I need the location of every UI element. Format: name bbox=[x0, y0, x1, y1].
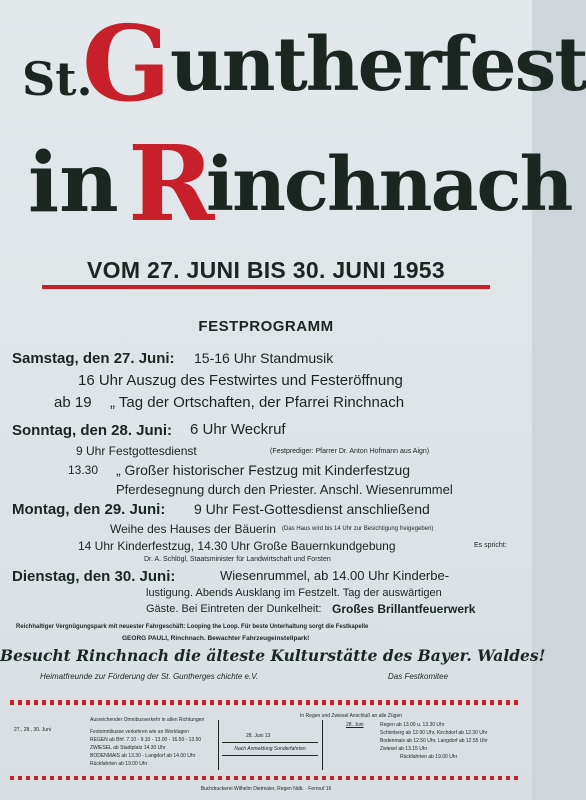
sunday-line2-note: (Festprediger: Pfarrer Dr. Anton Hofmann aus Aign) bbox=[270, 448, 430, 455]
sunday-line1: 6 Uhr Weckruf bbox=[190, 421, 286, 438]
transport-right-line: Rückfahrten ab 19.00 Uhr bbox=[400, 754, 458, 760]
title-guntherfest: untherfest bbox=[170, 22, 586, 108]
saturday-line1: 15-16 Uhr Standmusik bbox=[194, 350, 334, 366]
transport-divider-right bbox=[322, 720, 323, 770]
saturday-line3-text: „ Tag der Ortschaften, der Pfarrei Rinchnach bbox=[110, 394, 405, 411]
tuesday-line2: lustigung. Abends Ausklang im Festzelt. Tag der auswärtigen bbox=[146, 587, 442, 599]
red-border-top bbox=[10, 700, 520, 705]
tuesday-line3b: Großes Brillantfeuerwerk bbox=[332, 602, 476, 616]
signature-right: Das Festkomitee bbox=[388, 672, 449, 681]
festival-dates: VOM 27. JUNI BIS 30. JUNI 1953 bbox=[87, 257, 445, 283]
notes-line2: GEORG PAULI, Rinchnach. Bewachter Fahrzeugeinstellpark! bbox=[122, 635, 310, 642]
transport-mid-top: 28. Juni 13 bbox=[246, 733, 271, 739]
transport-divider-left bbox=[218, 720, 219, 770]
tuesday-line3a: Gäste. Bei Eintreten der Dunkelheit: bbox=[146, 603, 322, 615]
monday-line3-note: Es spricht: bbox=[474, 542, 507, 549]
tuesday-day: Dienstag, den 30. Juni: bbox=[12, 568, 176, 585]
title-st: St. bbox=[22, 52, 93, 106]
title-initial-g: G bbox=[82, 2, 171, 125]
monday-day: Montag, den 29. Juni: bbox=[12, 501, 166, 518]
title-initial-r: R bbox=[128, 122, 215, 245]
notes-line1: Reichhaltiger Vergnügungspark mit neuester Fahrgeschäft: Looping the Loop. Für beste Unterhaltung sorgt die Festkapelle bbox=[16, 624, 369, 630]
transport-right-line: Zwiesel ab 13.15 Uhr bbox=[380, 746, 428, 752]
monday-line1: 9 Uhr Fest-Gottesdienst anschließend bbox=[194, 501, 430, 517]
transport-left-line: Rückfahrten ab 19.00 Uhr bbox=[90, 761, 148, 767]
title-in: in bbox=[28, 135, 119, 231]
transport-left-dates: 27., 28., 30. Juni bbox=[14, 727, 51, 733]
transport-left-line: REGEN ab Bhf. 7.10 - 9.10 - 13.00 - 16.50 - 13.50 bbox=[90, 737, 202, 743]
monday-line3: 14 Uhr Kinderfestzug, 14.30 Uhr Große Bauernkundgebung bbox=[78, 539, 396, 553]
transport-right-lines bbox=[380, 721, 488, 761]
monday-line2: Weihe des Hauses der Bäuerin bbox=[110, 522, 276, 536]
transport-left-header: Ausreichender Omnibusverkehr in allen Richtungen bbox=[90, 717, 205, 723]
title-rinchnach: inchnach bbox=[206, 142, 572, 228]
tuesday-line1: Wiesenrummel, ab 14.00 Uhr Kinderbe- bbox=[220, 568, 450, 583]
transport-left-lines bbox=[90, 728, 201, 768]
transport-left-line: Festomnibusse verkehren wie an Werktagen bbox=[90, 729, 189, 735]
saturday-day: Samstag, den 27. Juni: bbox=[12, 350, 175, 367]
monday-line2-note: (Das Haus wird bis 14 Uhr zur Besichtigung freigegeben) bbox=[282, 526, 434, 532]
sunday-line3-time: 13.30 bbox=[68, 463, 99, 477]
sunday-day: Sonntag, den 28. Juni: bbox=[12, 422, 173, 439]
red-border-bottom bbox=[10, 776, 520, 780]
saturday-line2: 16 Uhr Auszug des Festwirtes und Festeröffnung bbox=[78, 372, 403, 389]
monday-line4: Dr. A. Schlögl, Staatsminister für Landwirtschaft und Forsten bbox=[144, 556, 331, 563]
sunday-line4: Pferdesegnung durch den Priester. Anschl. Wiesenrummel bbox=[116, 482, 453, 497]
printer-imprint: Buchdruckerei Wilhelm Dietmaier, Regen Ndb. · Fernruf 16 bbox=[200, 786, 332, 792]
red-underline bbox=[42, 285, 490, 289]
transport-right-header: In Regen und Zwiesel Anschluß an alle Zügen bbox=[300, 713, 403, 719]
transport-right-line: Bodenmais ab 12.50 Uhr, Langdorf ab 12.55 Uhr bbox=[380, 738, 488, 744]
sunday-line3-text: „ Großer historischer Festzug mit Kinderfestzug bbox=[116, 462, 411, 478]
slogan: Besucht Rinchnach die älteste Kulturstätte des Bayer. Waldes! bbox=[0, 646, 546, 665]
sunday-line2: 9 Uhr Festgottesdienst bbox=[76, 444, 197, 458]
transport-left-line: BODENMAIS ab 13.30 - Langdorf ab 14.00 Uhr bbox=[90, 753, 196, 759]
transport-right-line: Schönberg ab 12.00 Uhr, Kirchdorf ab 12.30 Uhr bbox=[380, 730, 488, 736]
saturday-line3-time: ab 19 bbox=[54, 394, 92, 411]
transport-left-line: ZWIESEL ab Stadtplatz 14.30 Uhr bbox=[90, 745, 166, 751]
transport-right-dates: 28. Juni bbox=[346, 722, 364, 728]
program-heading: FESTPROGRAMM bbox=[198, 318, 334, 335]
signature-left: Heimatfreunde zur Förderung der St. Guntherges chichte e.V. bbox=[40, 672, 259, 681]
transport-mid-box: Nach Anmeldung Sonderfahrten bbox=[222, 742, 318, 756]
transport-right-line: Regen ab 13.00 u. 13.30 Uhr bbox=[380, 722, 445, 728]
